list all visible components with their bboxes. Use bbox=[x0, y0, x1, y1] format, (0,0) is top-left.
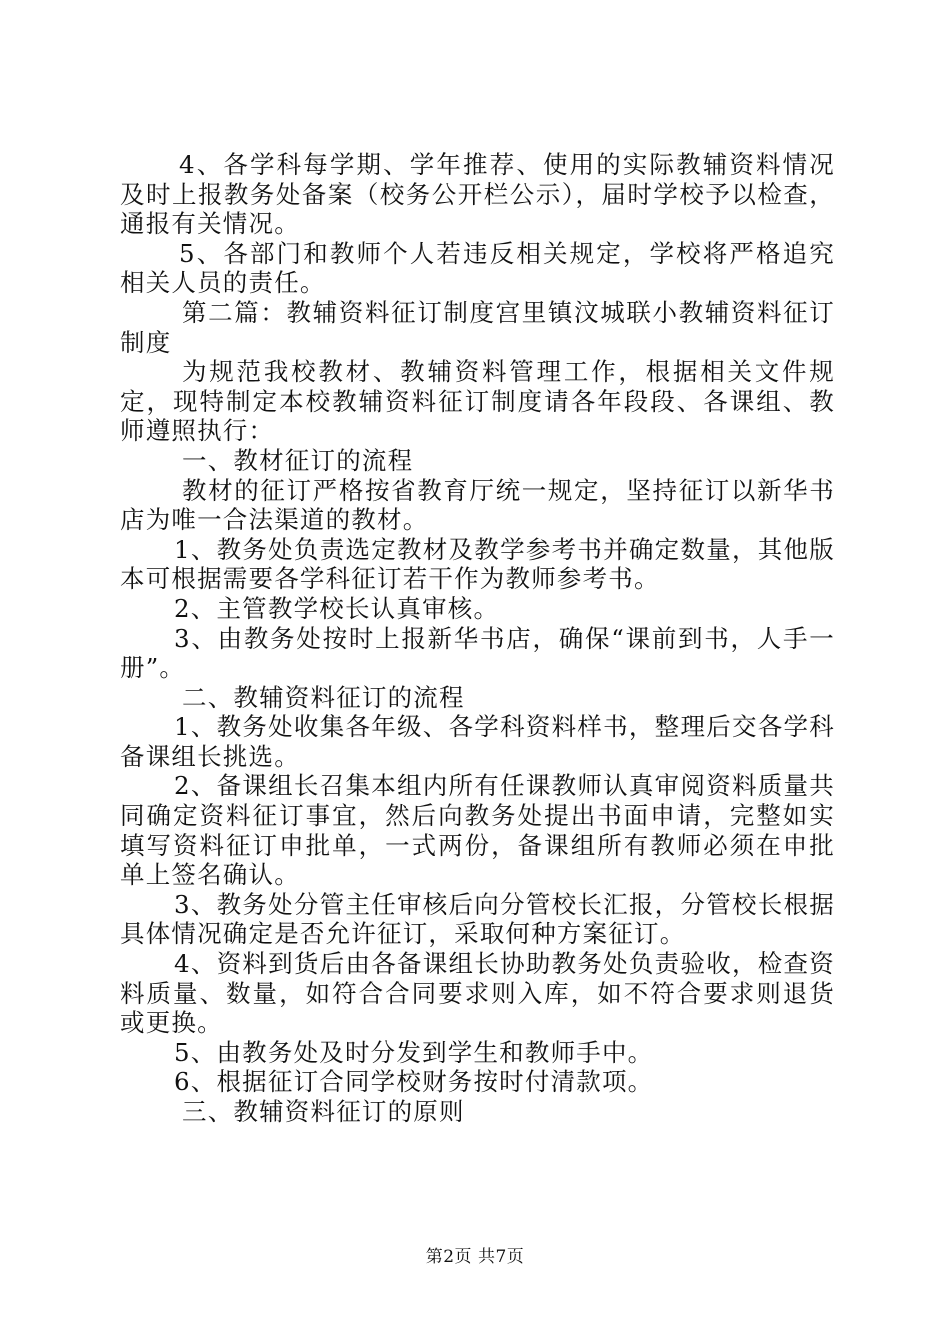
paragraph-item-4-report: 4、各学科每学期、学年推荐、使用的实际教辅资料情况及时上报教务处备案（校务公开栏公示），届时学校予以检查，通报有关情况。 bbox=[120, 150, 835, 239]
page-number-footer: 第2页 共7页 bbox=[425, 1247, 525, 1267]
section-title-part-two: 第二篇：教辅资料征订制度宫里镇汶城联小教辅资料征订制度 bbox=[120, 297, 835, 357]
heading-textbook-process: 一、教材征订的流程 bbox=[182, 445, 414, 475]
paragraph-materials-step-5: 5、由教务处及时分发到学生和教师手中。 bbox=[174, 1037, 654, 1067]
heading-materials-process: 二、教辅资料征订的流程 bbox=[182, 682, 465, 712]
paragraph-textbook-step-1: 1、教务处负责选定教材及教学参考书并确定数量，其他版本可根据需要各学科征订若干作为教师参考书。 bbox=[120, 534, 835, 594]
heading-materials-principles: 三、教辅资料征订的原则 bbox=[182, 1097, 465, 1126]
paragraph-textbook-rule: 教材的征订严格按省教育厅统一规定，坚持征订以新华书店为唯一合法渠道的教材。 bbox=[120, 475, 835, 535]
paragraph-textbook-step-2: 2、主管教学校长认真审核。 bbox=[174, 593, 500, 623]
paragraph-textbook-step-3: 3、由教务处按时上报新华书店，确保“课前到书，人手一册”。 bbox=[120, 623, 835, 683]
paragraph-materials-step-2: 2、备课组长召集本组内所有任课教师认真审阅资料质量共同确定资料征订事宜，然后向教务处提出书面申请，完整如实填写资料征订申批单，一式两份，备课组所有教师必须在申批单上签名确认。 bbox=[120, 771, 835, 890]
paragraph-materials-step-3: 3、教务处分管主任审核后向分管校长汇报，分管校长根据具体情况确定是否允许征订，采取何种方案征订。 bbox=[120, 889, 835, 949]
paragraph-item-5-accountability: 5、各部门和教师个人若违反相关规定，学校将严格追究相关人员的责任。 bbox=[120, 238, 835, 298]
paragraph-materials-step-4: 4、资料到货后由各备课组长协助教务处负责验收，检查资料质量、数量，如符合合同要求则入库，如不符合要求则退货或更换。 bbox=[120, 949, 835, 1038]
paragraph-materials-step-6: 6、根据征订合同学校财务按时付清款项。 bbox=[174, 1067, 654, 1097]
document-body bbox=[120, 150, 835, 1127]
paragraph-materials-step-1: 1、教务处收集各年级、各学科资料样书，整理后交各学科备课组长挑选。 bbox=[120, 712, 835, 771]
paragraph-intro: 为规范我校教材、教辅资料管理工作，根据相关文件规定，现特制定本校教辅资料征订制度请各年段段、各课组、教师遵照执行： bbox=[120, 357, 835, 446]
